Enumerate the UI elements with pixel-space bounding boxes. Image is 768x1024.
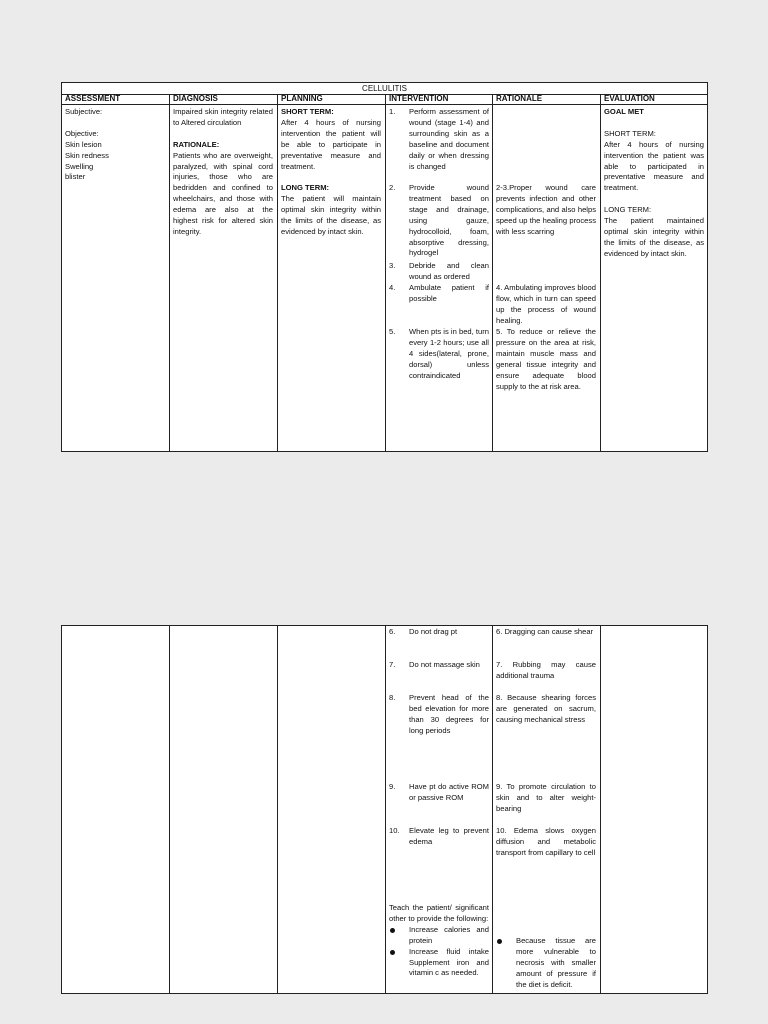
header-planning: PLANNING bbox=[281, 94, 323, 103]
diagnosis-statement: Impaired skin integrity related to Altered circulation bbox=[173, 107, 273, 127]
intervention-item bbox=[389, 327, 489, 382]
teaching-rationale-text: Because tissue are more vulnerable to necrosis with smaller amount of pressure if the diet is deficit. bbox=[516, 936, 596, 989]
header-intervention: INTERVENTION bbox=[389, 94, 449, 103]
intervention-item bbox=[389, 183, 489, 259]
column-divider bbox=[600, 626, 601, 993]
evaluation-cell bbox=[604, 107, 704, 260]
finding-item: blister bbox=[65, 172, 86, 182]
intervention-text: Prevent head of the bed elevation for more than 30 degrees for long periods bbox=[409, 693, 489, 735]
intervention-item bbox=[389, 693, 489, 737]
evaluation-short-text: After 4 hours of nursing intervention the patient was able to participated in preventative measure and treatment. bbox=[604, 139, 704, 193]
finding-item: Skin lesion bbox=[65, 139, 102, 149]
care-plan-table-page-1 bbox=[61, 82, 708, 452]
planning-cell bbox=[281, 107, 381, 238]
finding-item: Swelling bbox=[65, 161, 94, 171]
intervention-item bbox=[389, 627, 489, 638]
intervention-number: 8. bbox=[389, 693, 396, 702]
bullet-icon bbox=[390, 950, 395, 955]
column-divider bbox=[492, 626, 493, 993]
diagnosis-rationale-text: Patients who are overweight, paralyzed, with spinal cord injuries, those who are bedridden and confined to wheelchairs, and those with edema are also at the highest risk for altered skin integrity. bbox=[173, 150, 273, 236]
teaching-rationale bbox=[496, 936, 596, 991]
rationale-text: 10. Edema slows oxygen diffusion and metabolic transport from capillary to cell bbox=[496, 826, 596, 857]
intervention-text: Do not massage skin bbox=[409, 660, 480, 669]
intervention-text: Provide wound treatment based on stage and drainage, using gauze, hydrocolloid, foam, absorptive dressing, hydrogel bbox=[409, 183, 489, 258]
intervention-item bbox=[389, 283, 489, 305]
intervention-number: 1. bbox=[389, 107, 396, 116]
intervention-text: Do not drag pt bbox=[409, 627, 458, 636]
finding-item: Skin redness bbox=[65, 150, 109, 160]
intervention-text: Elevate leg to prevent edema bbox=[409, 826, 489, 846]
teaching-rationale-bullet bbox=[496, 936, 596, 991]
intervention-number: 4. bbox=[389, 283, 396, 292]
column-divider bbox=[385, 94, 386, 451]
column-divider bbox=[600, 94, 601, 451]
intervention-item bbox=[389, 261, 489, 283]
column-divider bbox=[277, 94, 278, 451]
header-diagnosis: DIAGNOSIS bbox=[173, 94, 218, 103]
intervention-text: Perform assessment of wound (stage 1-4) and surrounding skin as a baseline and document daily or when dressing is changed bbox=[409, 107, 489, 171]
intervention-number: 10. bbox=[389, 826, 400, 835]
planning-short-label: SHORT TERM: bbox=[281, 107, 334, 116]
column-divider bbox=[169, 94, 170, 451]
teaching-bullet-text: Increase calories and protein bbox=[409, 924, 489, 945]
intervention-item bbox=[389, 826, 489, 848]
objective-label: Objective: bbox=[65, 128, 99, 138]
intervention-item bbox=[389, 660, 489, 671]
diagnosis-rationale-label: RATIONALE: bbox=[173, 139, 220, 149]
intervention-text: Ambulate patient if possible bbox=[409, 283, 489, 303]
intervention-number: 6. bbox=[389, 627, 396, 636]
intervention-number: 3. bbox=[389, 261, 396, 270]
intervention-text: Debride and clean wound as ordered bbox=[409, 261, 489, 281]
intervention-number: 7. bbox=[389, 660, 396, 669]
teaching-bullet bbox=[389, 947, 489, 980]
teaching-bullet bbox=[389, 925, 489, 947]
header-assessment: ASSESSMENT bbox=[65, 94, 121, 103]
intervention-number: 2. bbox=[389, 183, 396, 192]
bullet-icon bbox=[497, 939, 502, 944]
column-divider bbox=[385, 626, 386, 993]
rationale-text: 6. Dragging can cause shear bbox=[496, 627, 594, 636]
rationale-text: 9. To promote circulation to skin and to alter weight-bearing bbox=[496, 782, 596, 813]
rationale-text: 8. Because shearing forces are generated on sacrum, causing mechanical stress bbox=[496, 693, 596, 724]
rationale-text: 4. Ambulating improves blood flow, which in turn can speed up the process of wound healing. bbox=[496, 283, 596, 325]
header-rationale: RATIONALE bbox=[496, 94, 543, 103]
intervention-item bbox=[389, 107, 489, 172]
planning-long-text: The patient will maintain optimal skin integrity within the limits of the disease, as evidenced by intact skin. bbox=[281, 194, 381, 236]
column-divider bbox=[277, 626, 278, 993]
intervention-text: Have pt do active ROM or passive ROM bbox=[409, 782, 489, 802]
planning-short-text: After 4 hours of nursing intervention the patient will be able to participate in preventative measure and treatment. bbox=[281, 117, 381, 171]
teaching-bullet-text: Increase fluid intake Supplement iron and vitamin c as needed. bbox=[409, 946, 489, 978]
diagnosis-cell bbox=[173, 107, 273, 238]
table-title: CELLULITIS bbox=[62, 83, 707, 95]
column-divider bbox=[492, 94, 493, 451]
evaluation-goal: GOAL MET bbox=[604, 107, 644, 116]
bullet-icon bbox=[390, 928, 395, 933]
teaching-intro: Teach the patient/ significant other to provide the following: bbox=[389, 903, 489, 923]
intervention-number: 5. bbox=[389, 327, 396, 336]
assessment-cell bbox=[65, 107, 165, 183]
intervention-text: When pts is in bed, turn every 1-2 hours; use all 4 sides(lateral, prone, dorsal) unless contraindicated bbox=[409, 327, 489, 380]
subjective-label: Subjective: bbox=[65, 107, 103, 116]
intervention-number: 9. bbox=[389, 782, 396, 791]
planning-long-label: LONG TERM: bbox=[281, 183, 330, 193]
column-divider bbox=[169, 626, 170, 993]
rationale-text: 7. Rubbing may cause additional trauma bbox=[496, 660, 596, 680]
header-evaluation: EVALUATION bbox=[604, 94, 655, 103]
evaluation-long-text: The patient maintained optimal skin integrity within the limits of the disease, as evidenced by intact skin. bbox=[604, 216, 704, 258]
evaluation-long-label: LONG TERM: bbox=[604, 205, 652, 215]
evaluation-short-label: SHORT TERM: bbox=[604, 128, 656, 138]
intervention-item bbox=[389, 782, 489, 804]
teaching-block bbox=[389, 903, 489, 979]
rationale-text: 5. To reduce or relieve the pressure on the area at risk, maintain muscle mass and general tissue integrity and ensure adequate blood supply to the at risk area. bbox=[496, 327, 596, 391]
rationale-text: 2-3.Proper wound care prevents infection and other complications, and also helps speed up the healing process with less scarring bbox=[496, 183, 596, 236]
care-plan-table-page-2 bbox=[61, 625, 708, 994]
